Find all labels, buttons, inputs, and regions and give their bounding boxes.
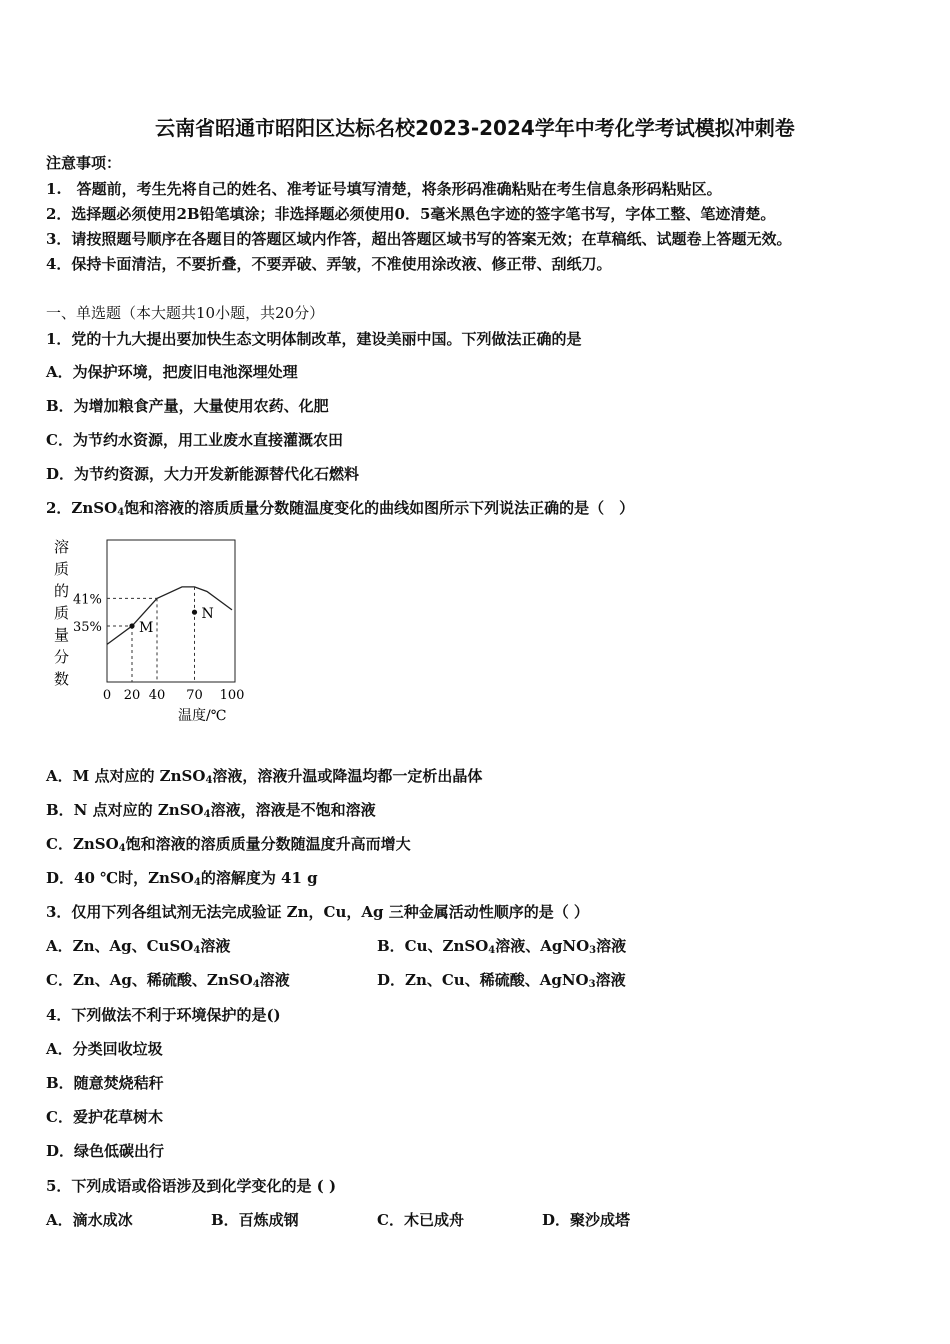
point-label-N: N [201, 606, 214, 623]
q4-option-c: C．爱护花草树木 [46, 1108, 163, 1126]
q5-stem: 5．下列成语或俗语涉及到化学变化的是 ( ) [46, 1177, 337, 1195]
notice-item: 3．请按照题号顺序在各题目的答题区域内作答，超出答题区域书写的答案无效；在草稿纸、试题卷上答题无效。 [46, 230, 792, 248]
y-tick-label: 35% [73, 620, 102, 635]
x-tick-label: 40 [148, 688, 166, 703]
chart-svg [46, 532, 266, 732]
ylabel-char-3: 质 [54, 604, 70, 622]
x-tick-label: 0 [102, 688, 112, 703]
ylabel-char-4: 量 [54, 626, 70, 644]
q1-stem: 1．党的十九大提出要加快生态文明体制改革，建设美丽中国。下列做法正确的是 [46, 330, 582, 348]
page-title: 云南省昭通市昭阳区达标名校2023-2024学年中考化学考试模拟冲刺卷 [155, 116, 795, 140]
q1-option-a: A．为保护环境，把废旧电池深埋处理 [46, 363, 298, 381]
notice-item: 4．保持卡面清洁，不要折叠，不要弄破、弄皱，不准使用涂改液、修正带、刮纸刀。 [46, 255, 612, 273]
chart-marks [73, 587, 244, 703]
q5-option-a: A．滴水成冰 [46, 1211, 133, 1229]
q3-option-d: D．Zn、Cu、稀硫酸、AgNO$_3$溶液 [377, 971, 626, 990]
q3-option-b: B．Cu、ZnSO$_4$溶液、AgNO$_3$溶液 [377, 937, 627, 956]
notice-item: 2．选择题必须使用2B铅笔填涂；非选择题必须使用0．5毫米黑色字迹的签字笔书写，字体工整、笔迹清楚。 [46, 205, 776, 223]
q2-stem: 2．ZnSO$_4$饱和溶液的溶质质量分数随温度变化的曲线如图所示下列说法正确的是（ ） [46, 499, 635, 518]
q1-option-b: B．为增加粮食产量，大量使用农药、化肥 [46, 397, 329, 415]
xlabel: 温度/℃ [178, 708, 227, 724]
y-tick-label: 41% [73, 592, 102, 608]
ylabel-char-2: 的 [54, 582, 70, 600]
point-M [129, 623, 134, 628]
x-tick-label: 20 [123, 688, 141, 703]
q2-option-c: C．ZnSO$_4$饱和溶液的溶质质量分数随温度升高而增大 [46, 835, 411, 854]
x-tick-label: 100 [219, 688, 245, 703]
point-label-M: M [139, 620, 154, 636]
q4-option-d: D．绿色低碳出行 [46, 1142, 165, 1160]
q2-option-b: B．N 点对应的 ZnSO$_4$溶液，溶液是不饱和溶液 [46, 801, 376, 820]
ylabel-char-1: 质 [54, 560, 70, 578]
ylabel-char-0: 溶 [54, 538, 70, 556]
x-tick-label: 70 [186, 688, 203, 703]
plot-frame [107, 540, 235, 682]
notice-item: 1. 答题前，考生先将自己的姓名、准考证号填写清楚，将条形码准确粘贴在考生信息条形码粘贴区。 [46, 180, 722, 198]
ylabel-char-6: 数 [54, 670, 70, 688]
ylabel-char-5: 分 [54, 648, 70, 666]
q4-option-a: A．分类回收垃圾 [46, 1040, 163, 1058]
q3-option-a: A．Zn、Ag、CuSO$_4$溶液 [46, 937, 231, 956]
q4-option-b: B．随意焚烧秸秆 [46, 1074, 164, 1092]
q2-option-d: D．40 ℃时，ZnSO$_4$的溶解度为 41 g [46, 869, 318, 888]
q5-option-b: B．百炼成钢 [211, 1211, 299, 1229]
y-axis-label [54, 538, 69, 688]
q5-option-d: D．聚沙成塔 [542, 1211, 631, 1229]
q1-option-d: D．为节约资源，大力开发新能源替代化石燃料 [46, 465, 360, 483]
section-heading: 一、单选题（本大题共10小题，共20分） [46, 304, 325, 322]
notice-heading: 注意事项： [46, 154, 122, 172]
point-N [192, 610, 197, 615]
q5-option-c: C．木已成舟 [377, 1211, 464, 1229]
q3-stem: 3．仅用下列各组试剂无法完成验证 Zn，Cu，Ag 三种金属活动性顺序的是（ ） [46, 903, 589, 921]
q4-stem: 4．下列做法不利于环境保护的是() [46, 1006, 281, 1024]
solubility-chart [46, 532, 266, 732]
q1-option-c: C．为节约水资源，用工业废水直接灌溉农田 [46, 431, 343, 449]
q2-option-a: A．M 点对应的 ZnSO$_4$溶液，溶液升温或降温均都一定析出晶体 [46, 767, 483, 786]
q3-option-c: C．Zn、Ag、稀硫酸、ZnSO$_4$溶液 [46, 971, 290, 990]
